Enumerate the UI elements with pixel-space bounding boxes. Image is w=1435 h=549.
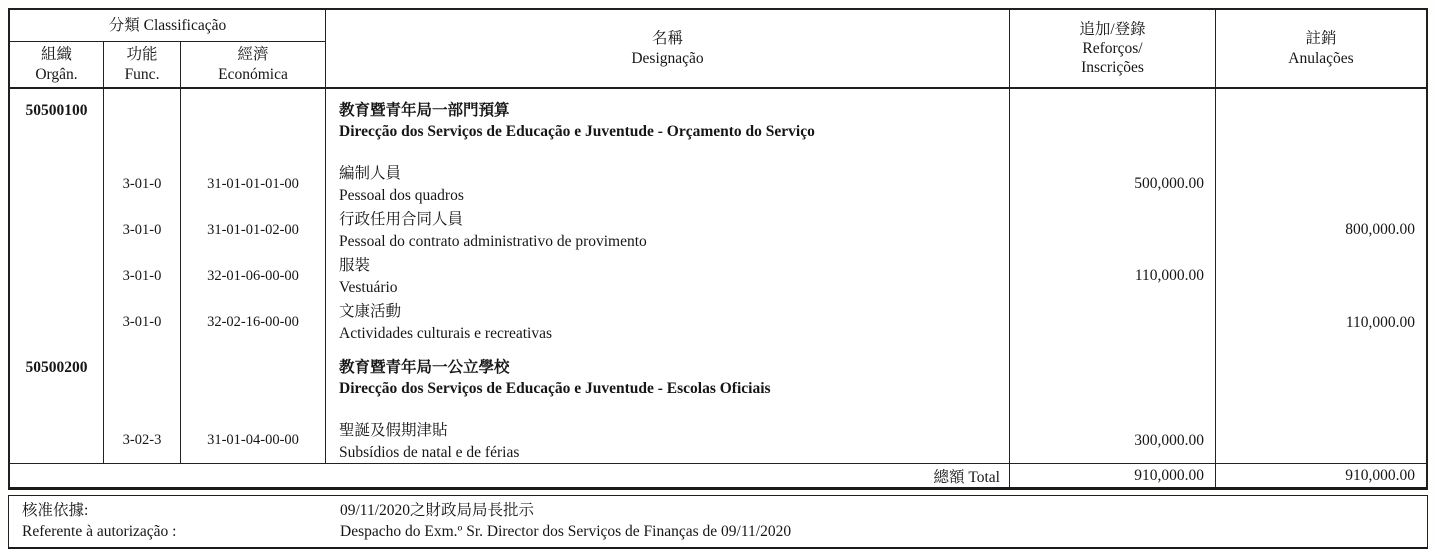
budget-amendment-table — [8, 8, 1428, 490]
table-row-section — [10, 89, 1426, 161]
designation-cell — [326, 161, 1010, 207]
annulment-amount — [1216, 253, 1426, 299]
org-code — [10, 161, 104, 207]
econ-code: 31-01-01-01-00 — [181, 161, 326, 207]
reinforcement-amount — [1010, 299, 1216, 346]
designation-cell — [326, 89, 1010, 161]
annulment-amount: 800,000.00 — [1345, 221, 1415, 238]
table-row — [10, 299, 1426, 346]
annulment-amount: 110,000.00 — [1345, 313, 1415, 331]
org-code — [10, 207, 104, 253]
reinforcement-amount — [1010, 89, 1216, 161]
total-reinforcement: 910,000.00 — [1010, 464, 1216, 487]
econ-code: 32-02-16-00-00 — [181, 299, 326, 346]
econ-code — [181, 346, 326, 418]
designation-pt: Actividades culturais e recreativas — [339, 325, 553, 342]
total-row — [10, 464, 1426, 487]
header-economic-zh: 經濟 — [237, 45, 269, 63]
org-code — [10, 418, 104, 463]
designation-zh: 編制人員 — [339, 165, 402, 182]
designation-cell — [326, 346, 1010, 418]
header-functional — [104, 42, 181, 87]
designation-cell — [326, 299, 1010, 346]
annulment-amount — [1216, 418, 1426, 463]
total-annulment: 910,000.00 — [1345, 466, 1415, 484]
header-designation-zh: 名稱 — [651, 29, 683, 47]
authorization-label-pt: Referente à autorização : — [22, 523, 177, 540]
annulment-amount — [1216, 161, 1426, 207]
econ-code: 32-01-06-00-00 — [181, 253, 326, 299]
econ-code: 31-01-04-00-00 — [181, 418, 326, 463]
table-body — [10, 89, 1426, 464]
designation-pt: Subsídios de natal e de férias — [339, 444, 520, 461]
designation-cell — [326, 253, 1010, 299]
header-organic-pt: Orgân. — [35, 65, 78, 83]
table-row — [10, 161, 1426, 207]
designation-pt: Pessoal dos quadros — [339, 187, 464, 204]
func-code: 3-01-0 — [104, 253, 181, 299]
header-designation-pt: Designação — [631, 49, 704, 67]
header-annulments-pt: Anulações — [1288, 49, 1354, 67]
authorization-label-zh: 核准依據: — [22, 502, 89, 519]
designation-zh: 教育暨青年局一部門預算 — [339, 102, 510, 119]
annulment-amount — [1216, 89, 1426, 161]
header-functional-pt: Func. — [124, 65, 160, 83]
designation-pt: Pessoal do contrato administrativo de provimento — [339, 233, 647, 250]
reinforcement-amount — [1010, 207, 1216, 253]
org-code: 50500200 — [10, 346, 104, 418]
designation-zh: 行政任用合同人員 — [339, 211, 464, 228]
reinforcement-amount: 500,000.00 — [1010, 161, 1216, 207]
table-row — [10, 207, 1426, 253]
header-classification — [10, 10, 326, 42]
designation-zh: 教育暨青年局一公立學校 — [339, 359, 510, 376]
func-code: 3-01-0 — [104, 299, 181, 346]
reinforcement-amount: 300,000.00 — [1010, 418, 1216, 463]
org-code: 50500100 — [10, 89, 104, 161]
header-reinforcements-pt2: Inscrições — [1081, 59, 1144, 76]
func-code — [104, 346, 181, 418]
designation-zh: 服裝 — [339, 257, 371, 274]
header-reinforcements — [1010, 10, 1216, 87]
designation-pt: Vestuário — [339, 279, 398, 296]
econ-code: 31-01-01-02-00 — [181, 207, 326, 253]
header-organic — [10, 42, 104, 87]
total-label: 總額 Total — [10, 464, 1010, 487]
reinforcement-amount: 110,000.00 — [1010, 253, 1216, 299]
table-row-section — [10, 346, 1426, 418]
annulment-amount — [1216, 346, 1426, 418]
authorization-values — [340, 500, 1427, 542]
designation-pt: Direcção dos Serviços de Educação e Juventude - Escolas Oficiais — [339, 379, 771, 397]
authorization-value-zh: 09/11/2020之財政局局長批示 — [340, 502, 535, 519]
header-reinforcements-zh: 追加/登錄 — [1079, 21, 1146, 38]
func-code: 3-01-0 — [104, 207, 181, 253]
header-organic-zh: 組織 — [40, 45, 72, 63]
func-code: 3-01-0 — [104, 161, 181, 207]
econ-code — [181, 89, 326, 161]
reinforcement-amount — [1010, 346, 1216, 418]
designation-cell — [326, 207, 1010, 253]
authorization-box — [8, 495, 1428, 549]
header-economic-pt: Económica — [218, 65, 288, 83]
func-code — [104, 89, 181, 161]
designation-cell — [326, 418, 1010, 463]
designation-zh: 文康活動 — [339, 303, 402, 320]
header-classification-label: 分類 Classificação — [108, 16, 227, 34]
designation-pt: Direcção dos Serviços de Educação e Juventude - Orçamento do Serviço — [339, 122, 815, 140]
table-row — [10, 253, 1426, 299]
header-functional-zh: 功能 — [126, 45, 158, 63]
table-row — [10, 418, 1426, 463]
header-annulments — [1216, 10, 1426, 87]
designation-zh: 聖誕及假期津貼 — [339, 422, 448, 439]
authorization-value-pt: Despacho do Exm.º Sr. Director dos Serviços de Finanças de 09/11/2020 — [340, 523, 792, 540]
func-code: 3-02-3 — [104, 418, 181, 463]
org-code — [10, 253, 104, 299]
org-code — [10, 299, 104, 346]
header-designation — [326, 10, 1010, 87]
table-header — [10, 10, 1426, 89]
header-annulments-zh: 註銷 — [1305, 29, 1337, 47]
header-economic — [181, 42, 326, 87]
authorization-labels — [9, 500, 340, 542]
header-reinforcements-pt1: Reforços/ — [1082, 40, 1143, 57]
